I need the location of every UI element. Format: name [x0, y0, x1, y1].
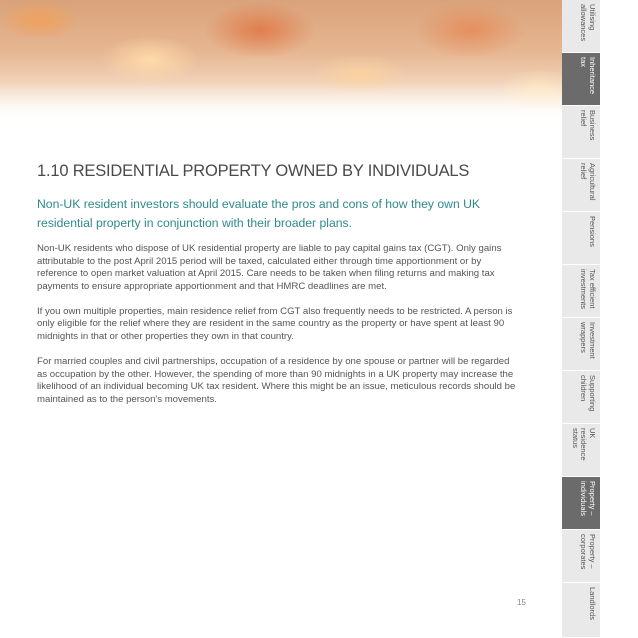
body-paragraph: If you own multiple properties, main residence relief from CGT also frequently needs to be restricted. A person is only eligible for the relief where they are resident in the same country as the property or have spent at least 90 midnights in that or other properties they own in that country. [37, 305, 513, 343]
tab-label: Utilising allowances [579, 4, 597, 42]
tab-investment-wrappers[interactable] [562, 318, 600, 371]
tab-agricultural-relief[interactable] [562, 159, 600, 212]
tab-label: Inheritance tax [579, 57, 597, 95]
tab-label: Investment wrappers [579, 322, 597, 359]
tab-pensions[interactable] [562, 212, 600, 265]
tab-landlords[interactable] [562, 583, 600, 638]
candy-photo-banner [0, 0, 562, 122]
tab-label: Supporting children [579, 375, 597, 412]
section-title: 1.10 RESIDENTIAL PROPERTY OWNED BY INDIVIDUALS [37, 162, 470, 180]
body-paragraph: Non-UK residents who dispose of UK residential property are liable to pay capital gains tax (CGT). Only gains attributable to the post April 2015 period will be taxed, calculated either through time apportionment or by reference to open market valuation at April 2015. Care needs to be taken when filing returns and making tax payments to ensure appropriate apportionment and that HMRC deadlines are met. [37, 243, 502, 292]
tab-business-relief[interactable] [562, 106, 600, 159]
tab-uk-residence-status[interactable] [562, 424, 600, 477]
banner-fade [0, 82, 562, 122]
tab-property-corporates[interactable] [562, 530, 600, 583]
section-intro: Non-UK resident investors should evaluate the pros and cons of how they own UK residential property in conjunction with their broader plans. [37, 197, 481, 230]
tab-supporting-children[interactable] [562, 371, 600, 424]
tab-label: Property – individuals [579, 481, 597, 517]
tab-label: Tax efficient investments [579, 269, 597, 310]
tab-tax-efficient-investments[interactable] [562, 265, 600, 318]
page-right-margin [600, 0, 638, 638]
tab-label: UK residence status [570, 428, 597, 461]
section-tab-strip [562, 0, 600, 638]
tab-label: Landlords [588, 587, 597, 620]
tab-utilising-allowances[interactable] [562, 0, 600, 53]
tab-label: Agricultural relief [579, 163, 597, 201]
body-paragraph: For married couples and civil partnerships, occupation of a residence by one spouse or partner will be regarded as occupation by the other. However, the spending of more than 90 midnights in a UK property may increase the likelihood of an individual becoming UK tax resident. Where this might be an issue, meticulous records should be maintained as to the person's movements. [37, 356, 516, 405]
page-number: 15 [517, 598, 526, 607]
tab-inheritance-tax[interactable] [562, 53, 600, 106]
tab-label: Property – corporates [579, 534, 597, 570]
tab-label: Business relief [579, 110, 597, 141]
main-content [37, 162, 517, 419]
tab-property-individuals[interactable] [562, 477, 600, 530]
tab-label: Pensions [588, 216, 597, 247]
